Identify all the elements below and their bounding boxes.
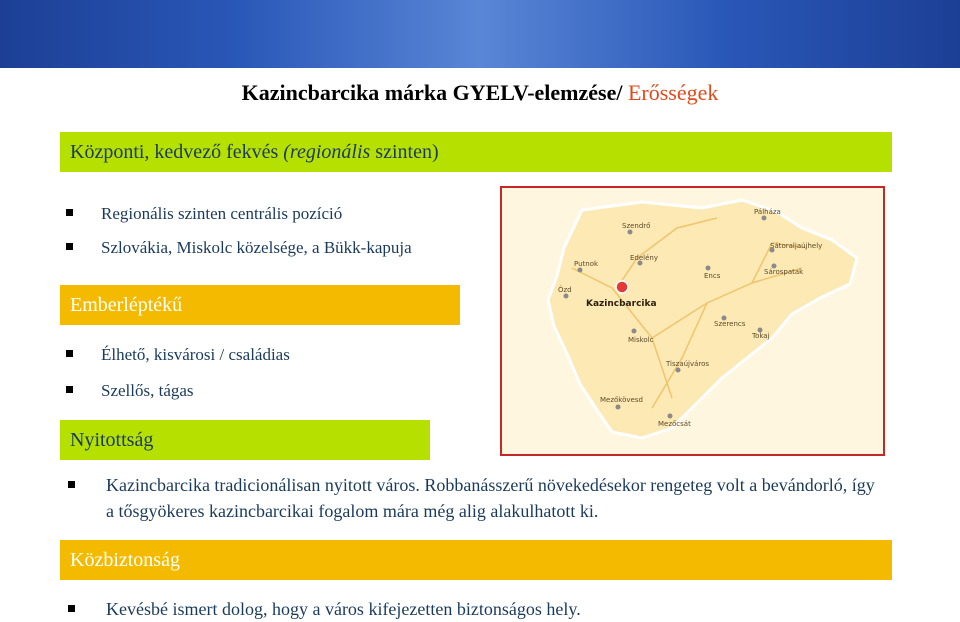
region-map [500,186,885,456]
label-prefix: Központi, kedvező fekvés [70,140,284,163]
town-label: Encs [704,272,721,280]
region-map-svg [502,188,883,454]
section-band-kozbiztonsag [60,540,892,580]
section-label-emberleptek: Emberléptékű [70,293,183,316]
section-label-kozponti [70,141,439,164]
main-city-marker [616,281,628,293]
paragraph-text: Kevésbé ismert dolog, hogy a város kifejezetten biztonságos hely. [106,599,581,619]
town-label: Edelény [630,254,659,262]
bullet-square-icon [66,209,73,216]
page-title [0,80,960,106]
bullet-square-icon [66,386,73,393]
bullet-square-icon [68,481,75,488]
bullet-square-icon [66,350,73,357]
list-item-text: Élhető, kisvárosi / családias [101,345,290,364]
main-city-label: Kazincbarcika [586,299,657,309]
paragraph-nyitottsag [66,472,886,524]
town-label: Szendrő [622,222,651,230]
list-item [66,381,194,401]
label-italic: (regionális [283,140,371,163]
section-band-nyitottsag [60,420,430,460]
section-label-nyitottsag: Nyitottság [70,428,154,451]
county-shape [548,200,857,438]
town-label: Miskolc [628,336,654,344]
town-label: Tokaj [752,332,770,340]
town-label: Sátoraljaújhely [770,242,823,250]
bullet-square-icon [68,605,75,612]
list-item-text: Regionális szinten centrális pozíció [101,204,343,223]
town-label: Ózd [558,286,572,294]
town-label: Pálháza [754,208,781,216]
town-label: Szerencs [714,320,746,328]
section-band-emberleptek [60,285,460,325]
town-label: Mezőkövesd [600,396,643,404]
header-bar [0,0,960,68]
section-label-kozbiztonsag: Közbiztonság [70,548,180,571]
section-band-kozponti [60,132,892,172]
list-item [66,204,342,224]
list-item-text: Szellős, tágas [101,381,194,400]
town-label: Tiszaújváros [666,360,710,368]
town-label: Putnok [574,260,599,268]
title-accent: Erősségek [627,80,719,105]
label-suffix: szinten) [370,140,439,163]
town-label: Mezőcsát [658,420,691,428]
paragraph-kozbiztonsag [66,596,886,622]
title-main: Kazincbarcika márka GYELV-elemzése/ [241,80,628,105]
paragraph-text: Kazincbarcika tradicionálisan nyitott város. Robbanásszerű növekedésekor rengeteg volt a bevándorló, így a tősgyökeres kazincbarcikai fogalom mára még alig alakulhatott ki. [106,475,875,521]
list-item [66,345,290,365]
list-item [66,238,412,258]
town-label: Sárospatak [764,268,804,276]
list-item-text: Szlovákia, Miskolc közelsége, a Bükk-kapuja [101,238,412,257]
bullet-square-icon [66,243,73,250]
